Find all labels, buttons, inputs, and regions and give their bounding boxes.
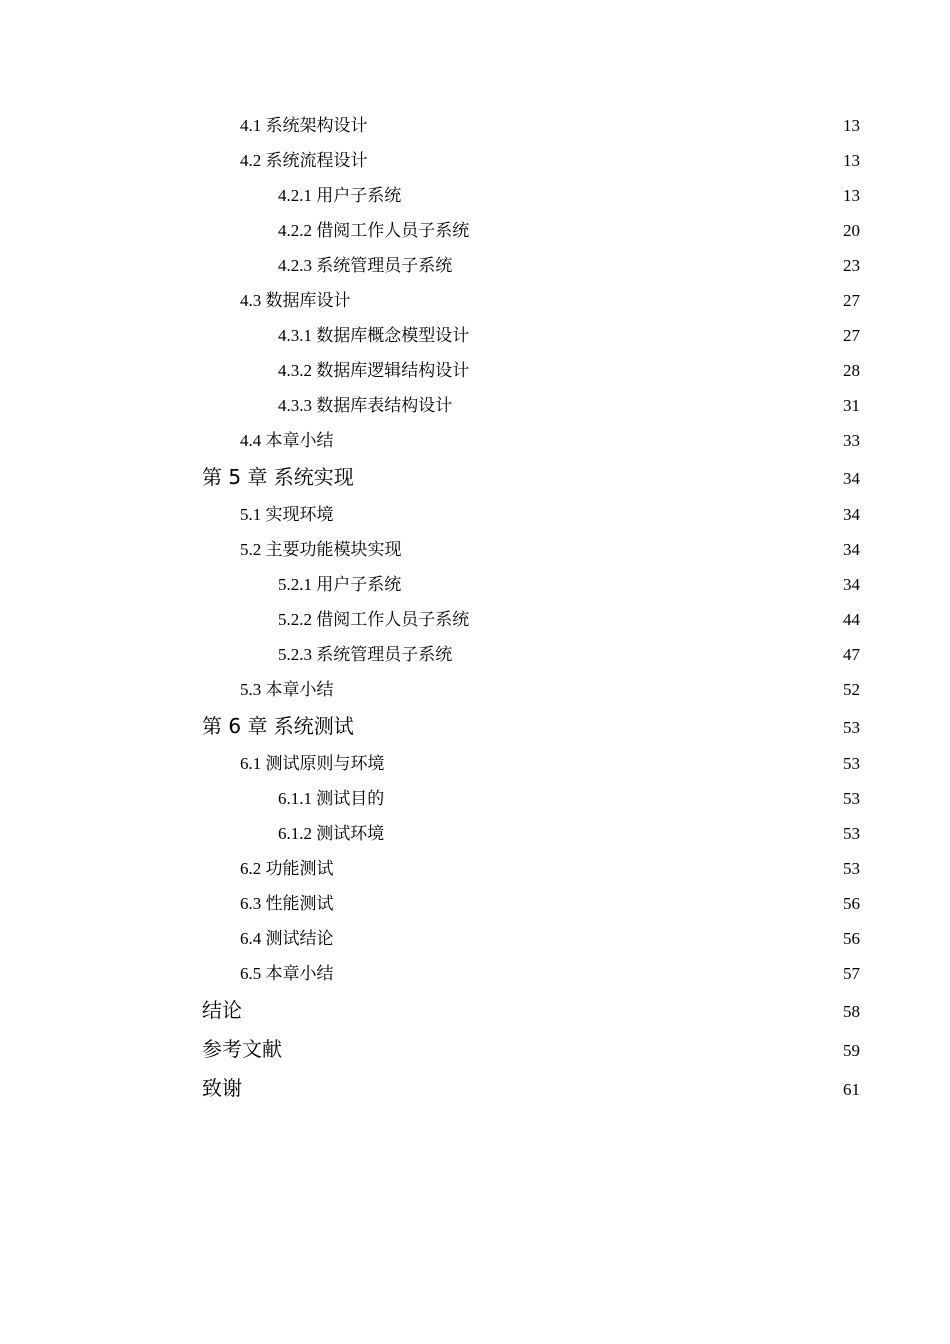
toc-entry-label: 5.2.1 用户子系统 [278, 575, 402, 594]
toc-entry-page: 53 [843, 718, 860, 737]
toc-entry-label: 4.2.2 借阅工作人员子系统 [278, 221, 470, 240]
toc-entry-label: 结论 [202, 998, 242, 1022]
toc-entry-page: 47 [843, 645, 860, 664]
toc-entry-label: 5.2.2 借阅工作人员子系统 [278, 610, 470, 629]
toc-entry-6-1-2[interactable] [202, 816, 860, 851]
toc-entry-label: 5.1 实现环境 [240, 505, 334, 524]
toc-entry-label: 4.3.1 数据库概念模型设计 [278, 326, 470, 345]
toc-entry-4-2-2[interactable] [202, 213, 860, 248]
toc-entry-label: 参考文献 [202, 1037, 282, 1061]
toc-entry-4-1[interactable] [202, 108, 860, 143]
dot-leader [352, 286, 843, 306]
toc-entry-label: 4.2.1 用户子系统 [278, 186, 402, 205]
toc-entry-label: 6.1.2 测试环境 [278, 824, 385, 843]
toc-entry-5-3[interactable] [202, 672, 860, 707]
dot-leader [470, 321, 842, 341]
toc-entry-6-5[interactable] [202, 956, 860, 991]
toc-entry-label: 5.3 本章小结 [240, 680, 334, 699]
toc-entry-4-3-1[interactable] [202, 318, 860, 353]
toc-entry-label: 6.3 性能测试 [240, 894, 334, 913]
toc-entry-5-2[interactable] [202, 532, 860, 567]
toc-entry-page: 52 [843, 680, 860, 699]
toc-entry-6-2[interactable] [202, 851, 860, 886]
toc-entry-4-4[interactable] [202, 423, 860, 458]
toc-entry-page: 34 [843, 505, 860, 524]
toc-entry-page: 34 [843, 540, 860, 559]
dot-leader [335, 959, 843, 979]
toc-entry-label: 6.1.1 测试目的 [278, 789, 385, 808]
toc-entry-page: 58 [843, 1002, 860, 1021]
toc-entry-label: 4.3.2 数据库逻辑结构设计 [278, 361, 470, 380]
toc-entry-page: 61 [843, 1080, 860, 1099]
toc-entry-page: 28 [843, 361, 860, 380]
toc-entry-6-4[interactable] [202, 921, 860, 956]
toc-entry-page: 34 [843, 575, 860, 594]
dot-leader [369, 146, 843, 166]
toc-chapter-5[interactable] [202, 458, 860, 497]
dot-leader [335, 426, 843, 446]
toc-references[interactable] [202, 1030, 860, 1069]
dot-leader [355, 713, 842, 733]
dot-leader [335, 889, 843, 909]
toc-entry-label: 4.3.3 数据库表结构设计 [278, 396, 453, 415]
toc-entry-label: 致谢 [202, 1076, 242, 1100]
toc-entry-label: 6.4 测试结论 [240, 929, 334, 948]
toc-entry-page: 13 [843, 186, 860, 205]
dot-leader [243, 1075, 842, 1095]
toc-entry-label: 第 5 章 系统实现 [202, 465, 354, 489]
toc-entry-page: 56 [843, 929, 860, 948]
toc-entry-5-2-1[interactable] [202, 567, 860, 602]
dot-leader [386, 749, 843, 769]
dot-leader [402, 181, 842, 201]
dot-leader [335, 500, 843, 520]
toc-entry-page: 44 [843, 610, 860, 629]
dot-leader [403, 535, 843, 555]
toc-entry-label: 5.2 主要功能模块实现 [240, 540, 402, 559]
toc-chapter-6[interactable] [202, 707, 860, 746]
dot-leader [243, 997, 842, 1017]
dot-leader [369, 111, 843, 131]
dot-leader [385, 819, 842, 839]
toc-entry-6-1-1[interactable] [202, 781, 860, 816]
dot-leader [470, 356, 842, 376]
toc-entry-4-3-2[interactable] [202, 353, 860, 388]
toc-entry-page: 53 [843, 859, 860, 878]
toc-conclusion[interactable] [202, 991, 860, 1030]
toc-entry-page: 20 [843, 221, 860, 240]
dot-leader [470, 605, 842, 625]
dot-leader [335, 924, 843, 944]
toc-entry-page: 23 [843, 256, 860, 275]
toc-entry-page: 57 [843, 964, 860, 983]
toc-entry-page: 53 [843, 824, 860, 843]
toc-acknowledgements[interactable] [202, 1069, 860, 1108]
toc-entry-label: 4.4 本章小结 [240, 431, 334, 450]
toc-entry-label: 4.2.3 系统管理员子系统 [278, 256, 453, 275]
toc-entry-4-3[interactable] [202, 283, 860, 318]
dot-leader [283, 1036, 842, 1056]
dot-leader [335, 854, 843, 874]
toc-entry-page: 59 [843, 1041, 860, 1060]
toc-entry-label: 第 6 章 系统测试 [202, 714, 354, 738]
toc-entry-5-2-2[interactable] [202, 602, 860, 637]
dot-leader [402, 570, 842, 590]
dot-leader [453, 391, 842, 411]
toc-entry-page: 27 [843, 291, 860, 310]
table-of-contents [202, 108, 860, 1108]
dot-leader [385, 784, 842, 804]
dot-leader [453, 640, 842, 660]
toc-entry-4-2-3[interactable] [202, 248, 860, 283]
toc-entry-label: 6.2 功能测试 [240, 859, 334, 878]
toc-entry-page: 53 [843, 754, 860, 773]
toc-entry-page: 27 [843, 326, 860, 345]
toc-entry-label: 5.2.3 系统管理员子系统 [278, 645, 453, 664]
toc-entry-label: 4.1 系统架构设计 [240, 116, 368, 135]
toc-entry-page: 31 [843, 396, 860, 415]
toc-entry-4-2[interactable] [202, 143, 860, 178]
toc-entry-4-3-3[interactable] [202, 388, 860, 423]
toc-entry-5-2-3[interactable] [202, 637, 860, 672]
toc-entry-label: 6.1 测试原则与环境 [240, 754, 385, 773]
toc-entry-page: 53 [843, 789, 860, 808]
toc-entry-page: 33 [843, 431, 860, 450]
toc-entry-page: 56 [843, 894, 860, 913]
dot-leader [453, 251, 842, 271]
dot-leader [335, 675, 843, 695]
dot-leader [470, 216, 842, 236]
dot-leader [355, 464, 842, 484]
toc-entry-label: 6.5 本章小结 [240, 964, 334, 983]
toc-entry-6-3[interactable] [202, 886, 860, 921]
toc-entry-label: 4.3 数据库设计 [240, 291, 351, 310]
toc-entry-4-2-1[interactable] [202, 178, 860, 213]
toc-entry-page: 34 [843, 469, 860, 488]
toc-entry-page: 13 [843, 151, 860, 170]
toc-entry-6-1[interactable] [202, 746, 860, 781]
toc-entry-5-1[interactable] [202, 497, 860, 532]
toc-entry-label: 4.2 系统流程设计 [240, 151, 368, 170]
toc-entry-page: 13 [843, 116, 860, 135]
